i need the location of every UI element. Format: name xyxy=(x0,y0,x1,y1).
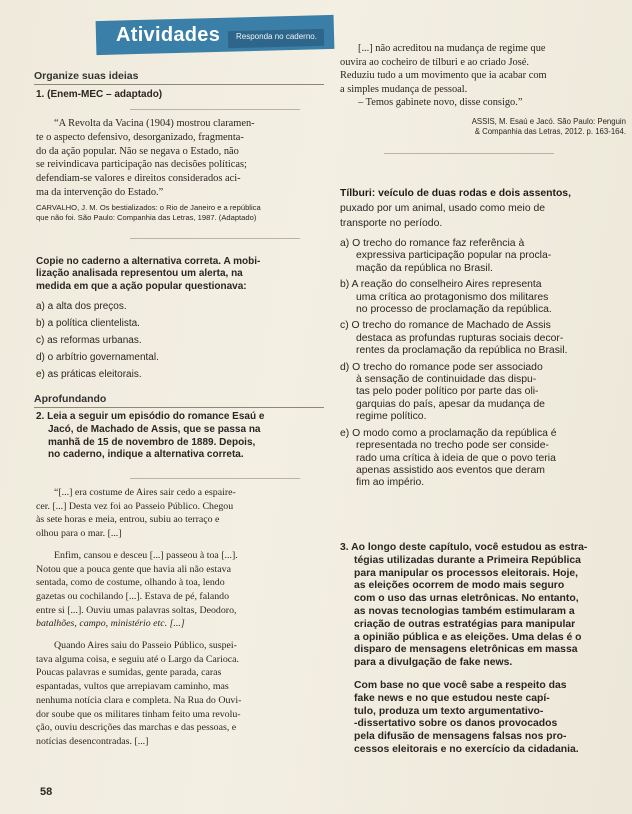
option-line: apenas assistido aos eventos que deram xyxy=(356,464,545,476)
q3-line: para manipular os processos eleitorais. Hoje, xyxy=(354,567,579,579)
prompt-line: lização analisada representou um alerta, na xyxy=(36,268,243,280)
option-d: d) O trecho do romance pode ser associado xyxy=(340,361,543,373)
q3-line: fake news e no que estudou neste capí- xyxy=(354,692,550,704)
option-c: c) O trecho do romance de Machado de Assis xyxy=(340,320,551,332)
glossary xyxy=(340,186,626,232)
option-line: rado uma crítica à ideia de que o povo teria xyxy=(356,452,556,464)
excerpt-line: Poucas palavras e sumidas, gente parada, caras xyxy=(36,667,222,679)
quote-line: te o aspecto defensivo, desorganizado, fragmenta- xyxy=(36,131,244,143)
page-title: Atividades xyxy=(116,24,221,46)
quote-line: defendiam-se valores e direitos considerados aci- xyxy=(36,173,241,185)
source-line: que não foi. São Paulo: Companhia das Letras, 1987. (Adaptado) xyxy=(36,213,257,222)
option-line: representada no trecho pode ser conside- xyxy=(356,440,549,452)
q3-line: pela difusão de mensagens falsas nos pro- xyxy=(354,731,567,743)
glossary-line xyxy=(340,186,626,201)
option-line: regime político. xyxy=(356,411,427,423)
source-line: CARVALHO, J. M. Os bestializados: o Rio de Janeiro e a república xyxy=(36,203,261,212)
option-b: b) a política clientelista. xyxy=(36,318,140,329)
q3-line: as eleições ocorrem de modo mais seguro xyxy=(354,580,565,592)
excerpt-line: cer. [...] Desta vez foi ao Passeio Público. Chegou xyxy=(36,500,234,512)
divider xyxy=(130,109,300,110)
excerpt-line: gazetas ou cochilando [...]. Estava de pé, falando xyxy=(36,590,230,602)
q3-line: as novas tecnologias também estimularam a xyxy=(354,605,575,617)
excerpt-line: olhou para o mar. [...] xyxy=(36,528,122,540)
quote-line: do da ação popular. Não se negava o Estado, não xyxy=(36,145,239,157)
option-line: à sensação de continuidade das dispu- xyxy=(356,374,537,386)
option-e: e) as práticas eleitorais. xyxy=(36,369,142,380)
excerpt-line: batalhões, campo, ministério etc. [...] xyxy=(36,618,185,630)
excerpt-line: às sete horas e meia, entrou, subiu ao terraço e xyxy=(36,514,220,526)
prompt-line: Copie no caderno a alternativa correta. A mobi- xyxy=(36,256,261,267)
prompt-line: medida em que a ação popular questionava: xyxy=(36,280,247,292)
excerpt-line: nenhuma notícia clara e completa. Na Rua do Ouvi- xyxy=(36,694,242,706)
option-a: a) a alta dos preços. xyxy=(36,301,127,312)
excerpt-line: ouvira ao cocheiro de tílburi e ao criado José. xyxy=(340,56,529,68)
divider xyxy=(384,153,554,154)
quote-line: “A Revolta da Vacina (1904) mostrou claramen- xyxy=(54,118,255,129)
q3-line: tulo, produza um texto argumentativo- xyxy=(354,705,544,717)
glossary-line: puxado por um animal, usado como meio de xyxy=(340,203,546,215)
q3-line: 3. Ao longo deste capítulo, você estudou as estra- xyxy=(340,542,588,553)
option-a: a) O trecho do romance faz referência à xyxy=(340,238,525,249)
excerpt-line: sentada, como de costume, olhando à toa, lendo xyxy=(36,577,225,589)
option-line: destaca as profundas rupturas sociais decor- xyxy=(356,332,564,344)
divider xyxy=(34,84,324,85)
source-line: & Companhia das Letras, 2012. p. 163-164. xyxy=(474,127,626,136)
option-b: b) A reação do conselheiro Aires representa xyxy=(340,279,542,291)
glossary-line: transporte no período. xyxy=(340,218,443,230)
option-c: c) as reformas urbanas. xyxy=(36,335,142,346)
q3-line: cessos eleitorais e no exercício da cidadania. xyxy=(354,743,579,755)
tag-label: Responda no caderno. xyxy=(236,32,317,41)
option-line: tas pelo poder político por parte das oli- xyxy=(356,386,539,398)
source-line: ASSIS, M. Esaú e Jacó. São Paulo: Penguin xyxy=(471,117,626,126)
q1-source xyxy=(36,203,336,223)
option-line: fim ao império. xyxy=(356,477,425,489)
option-line: expressiva participação popular na procla- xyxy=(356,250,552,262)
q1-prompt xyxy=(36,256,336,293)
excerpt-line: ção, ouviu descrições das marchas e das pessoas, e xyxy=(36,722,237,734)
option-line: uma crítica ao protagonismo dos militares xyxy=(356,291,549,303)
q3-line: Com base no que você sabe a respeito das xyxy=(354,679,567,691)
option-line: no processo de proclamação da república. xyxy=(356,304,552,316)
q2-excerpt-continued xyxy=(340,42,626,110)
quote-line: se reivindicava participação nas decisões políticas; xyxy=(36,159,247,171)
section-organize: Organize suas ideias xyxy=(34,70,139,82)
q2-options xyxy=(340,238,626,490)
q3-line: disparo de mensagens eletrônicas em massa xyxy=(354,644,578,656)
q3-line: para a divulgação de fake news. xyxy=(354,657,513,669)
prompt-line: 2. Leia a seguir um episódio do romance Esaú e xyxy=(36,411,265,422)
option-line: garquias do país, apesar da mudança de xyxy=(356,398,545,410)
page-number: 58 xyxy=(40,786,53,798)
option-line: mação da república no Brasil. xyxy=(356,262,493,274)
q2-prompt xyxy=(36,411,336,462)
q3-line: a opinião pública e as eleições. Uma delas é o xyxy=(354,631,582,643)
q3-prompt xyxy=(340,542,626,757)
q1-quote xyxy=(36,117,336,200)
glossary-line: Tílburi: veículo de duas rodas e dois assentos, xyxy=(340,188,571,199)
quote-line: ma da intervenção do Estado.” xyxy=(36,186,164,198)
excerpt-line: Notou que a pouca gente que havia ali não estava xyxy=(36,563,231,575)
q3-line: com o uso das urnas eletrônicas. No entanto, xyxy=(354,593,579,605)
option-e: e) O modo como a proclamação da república é xyxy=(340,427,557,439)
prompt-line: manhã de 15 de novembro de 1889. Depois, xyxy=(48,436,256,448)
excerpt-line: notícias desencontradas. [...] xyxy=(36,735,149,747)
excerpt-line: – Temos gabinete novo, disse consigo.” xyxy=(358,97,523,109)
divider xyxy=(130,478,300,479)
section-aprofundando: Aprofundando xyxy=(34,393,107,405)
excerpt-line: Enfim, cansou e desceu [...] passeou à toa [...]. xyxy=(54,549,238,561)
excerpt-line: espantadas, vultos que arrepiavam caminho, mas xyxy=(36,681,229,693)
q3-line: -dissertativo sobre os danos provocados xyxy=(354,718,558,730)
q2-excerpt xyxy=(36,486,336,749)
q3-line: criação de outras estratégias para manipular xyxy=(354,618,576,630)
excerpt-line: [...] não acreditou na mudança de regime que xyxy=(358,43,546,54)
excerpt-line: Reduziu tudo a um movimento que ia acabar com xyxy=(340,70,547,82)
q1-label: 1. (Enem-MEC – adaptado) xyxy=(36,89,163,100)
excerpt-line: dor soube que os militares tinham feito uma revolu- xyxy=(36,708,241,720)
excerpt-line: tava alguma coisa, e seguiu até o Largo da Carioca. xyxy=(36,653,239,665)
option-d: d) o arbítrio governamental. xyxy=(36,352,159,363)
excerpt-line: entre si [...]. Ouviu umas palavras soltas, Deodoro, xyxy=(36,604,237,616)
prompt-line: Jacó, de Machado de Assis, que se passa na xyxy=(48,423,261,435)
divider xyxy=(34,407,324,408)
q3-line: tégias utilizadas durante a Primeira República xyxy=(354,554,581,566)
q2-source xyxy=(396,117,626,137)
excerpt-line: “[...] era costume de Aires sair cedo a espaire- xyxy=(54,487,236,498)
prompt-line: no caderno, indique a alternativa correta. xyxy=(48,449,244,461)
option-line: rentes da proclamação da república no Brasil. xyxy=(356,345,568,357)
q1-options xyxy=(36,298,336,383)
divider xyxy=(130,238,300,239)
excerpt-line: Quando Aires saiu do Passeio Público, suspei- xyxy=(54,640,237,652)
excerpt-line: a simples mudança de pessoal. xyxy=(340,83,468,95)
